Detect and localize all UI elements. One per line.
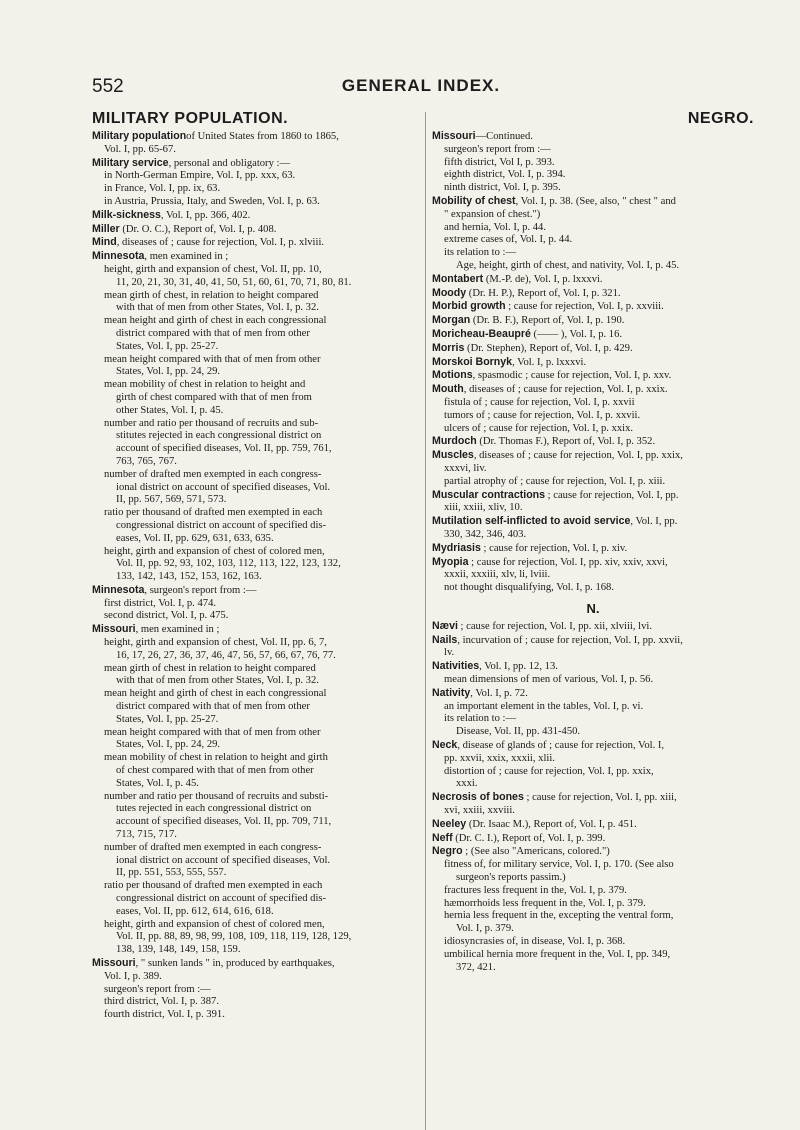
left-column (92, 110, 414, 1022)
entry-text: account of specified diseases, Vol. II, pp. 709, 711, (116, 816, 332, 828)
entry-text: mean dimensions of men of various, Vol. I, p. 56. (444, 674, 654, 686)
index-entry (432, 701, 754, 714)
entry-text: number and ratio per thousand of recruits and substi- (104, 790, 329, 802)
index-entry (432, 356, 754, 370)
index-entry (432, 397, 754, 410)
entry-text: , men examined in ; (135, 624, 220, 636)
entry-text: of United States from 1860 to 1865, (186, 131, 339, 142)
index-entry (92, 727, 414, 753)
index-entry (432, 169, 754, 182)
entry-text: ; cause for rejection, Vol. I, pp. xiii, (523, 792, 677, 804)
index-entry (92, 418, 414, 469)
entry-text: II, pp. 551, 553, 555, 557. (116, 867, 227, 879)
index-entry (432, 910, 754, 936)
index-entry (92, 996, 414, 1009)
entry-text: , surgeon's report from :— (144, 584, 257, 596)
entry-text: hæmorrhoids less frequent in the, Vol. I, p. 379. (444, 897, 646, 909)
page-header (92, 76, 750, 100)
index-entry (432, 620, 754, 634)
index-entry (432, 791, 754, 818)
entry-text: distortion of ; cause for rejection, Vol. I, pp. xxix, (444, 765, 654, 777)
index-term: Missouri (432, 130, 476, 142)
entry-text: number of drafted men exempted in each congress- (104, 468, 322, 480)
index-term: Mouth (432, 383, 464, 396)
entry-text: mean mobility of chest in relation to height and girth (104, 752, 328, 764)
entry-text: " expansion of chest.") (444, 208, 541, 220)
entry-text: , incurvation of ; cause for rejection, Vol. I, pp. xxvii, (457, 634, 683, 646)
entry-text: xxxvi, liv. (444, 462, 487, 474)
index-term: Nativity (432, 686, 471, 699)
entry-text: Vol. I, p. 389. (104, 970, 162, 982)
index-entry (92, 957, 414, 984)
index-entry (432, 273, 754, 287)
index-term: Military service (92, 156, 169, 169)
entry-text: ional district on account of specified diseases, Vol. (116, 481, 331, 493)
index-entry (432, 328, 754, 342)
entry-text: , diseases of ; cause for rejection, Vol. I, pp. xxix, (473, 450, 683, 462)
index-entry (432, 713, 754, 726)
index-term: Morris (432, 341, 465, 354)
index-entry (432, 845, 754, 859)
index-entry (432, 660, 754, 674)
entry-text: height, girth and expansion of chest, Vol. II, pp. 6, 7, (104, 637, 327, 649)
entry-text: number and ratio per thousand of recruits and sub- (104, 417, 319, 429)
index-term: Motions (432, 369, 473, 382)
entry-text: height, girth and expansion of chest of colored men, (104, 545, 325, 557)
entry-text: height, girth and expansion of chest of colored men, (104, 918, 325, 930)
index-entry (92, 610, 414, 623)
index-entry (432, 195, 754, 222)
index-entry (92, 196, 414, 209)
entry-text: eases, Vol. II, pp. 629, 631, 633, 635. (116, 532, 274, 544)
index-entry (92, 584, 414, 598)
index-entry (92, 290, 414, 316)
entry-text: Vol. I, p. 379. (456, 923, 514, 935)
section-letter: N. (586, 600, 600, 616)
index-entry (92, 791, 414, 842)
index-entry (92, 354, 414, 380)
entry-text: height, girth and expansion of chest, Vol. II, pp. 10, (104, 263, 322, 275)
index-entry (432, 818, 754, 832)
entry-text: (Dr. O. C.), Report of, Vol. I, p. 408. (119, 223, 277, 235)
index-term: Muscles (432, 449, 474, 462)
entry-text: mean height compared with that of men from other (104, 726, 321, 738)
index-entry (92, 546, 414, 584)
index-term: Minnesota (92, 583, 145, 596)
entry-text: mean girth of chest in relation to height compared (104, 662, 316, 674)
left-column-label: MILITARY POPULATION. (92, 110, 289, 127)
index-entry (432, 556, 754, 583)
entry-text: district compared with that of men from other (116, 327, 310, 339)
index-entry (432, 287, 754, 301)
index-entry (92, 637, 414, 663)
index-entry (92, 315, 414, 353)
entry-text: Vol. II, pp. 92, 93, 102, 103, 112, 113, 122, 123, 132, (116, 558, 341, 570)
index-entry (92, 469, 414, 507)
entry-text: (—— ), Vol. I, p. 16. (530, 328, 623, 340)
index-entry (432, 314, 754, 328)
entry-text: in France, Vol. I, pp. ix, 63. (104, 183, 221, 195)
entry-text: , " sunken lands " in, produced by earthquakes, (135, 958, 335, 969)
index-entry (92, 250, 414, 264)
entry-text: II, pp. 567, 569, 571, 573. (116, 494, 227, 506)
entry-text: 763, 765, 767. (116, 455, 177, 467)
entry-text: —Continued. (475, 131, 533, 142)
entry-text: congressional district on account of specified dis- (116, 519, 327, 531)
index-entry (432, 130, 754, 144)
right-column (432, 110, 754, 974)
entry-text: , Vol. I, pp. 366, 402. (160, 209, 251, 221)
entry-text: in Austria, Prussia, Italy, and Sweden, Vol. I, p. 63. (104, 195, 320, 207)
index-entry (92, 880, 414, 918)
entry-text: umbilical hernia more frequent in the, Vol. I, pp. 349, (444, 948, 671, 960)
entry-text: of chest compared with that of men from other (116, 765, 314, 777)
index-entry (432, 247, 754, 260)
index-term: Nativities (432, 660, 480, 673)
entry-text: ratio per thousand of drafted men exempted in each (104, 507, 323, 519)
entry-text: its relation to :— (444, 713, 517, 725)
entry-text: (Dr. C. I.), Report of, Vol. I, p. 399. (452, 832, 606, 844)
index-term: Missouri (92, 957, 136, 969)
index-entry (432, 222, 754, 235)
entry-text: fitness of, for military service, Vol. I, p. 170. (See also (444, 859, 674, 871)
entry-text: , disease of glands of ; cause for rejection, Vol. I, (457, 740, 665, 752)
entry-text: States, Vol. I, pp. 24, 29. (116, 366, 221, 378)
index-entry (92, 752, 414, 790)
entry-text: , Vol. I, pp. (630, 516, 678, 528)
entry-text: xxxi. (456, 778, 478, 790)
index-entry (92, 984, 414, 997)
entry-text: first district, Vol. I, p. 474. (104, 597, 217, 609)
entry-text: (Dr. B. F.), Report of, Vol. I, p. 190. (470, 315, 625, 327)
entry-text: partial atrophy of ; cause for rejection, Vol. I, p. xiii. (444, 475, 666, 487)
entry-text: ; cause for rejection, Vol. I, pp. xii, xlviii, lvi. (457, 620, 652, 632)
entry-text: lv. (444, 647, 455, 659)
page-number: 552 (92, 76, 124, 97)
entry-text: 330, 342, 346, 403. (444, 528, 527, 540)
right-column-label: NEGRO. (687, 110, 754, 127)
entry-text: ; cause for rejection, Vol. I, pp. (545, 489, 679, 501)
index-entry (432, 342, 754, 356)
index-entry (432, 449, 754, 476)
index-term: Muscular contractions (432, 488, 546, 501)
entry-text: Disease, Vol. II, pp. 431-450. (456, 726, 581, 738)
running-title: GENERAL INDEX. (341, 76, 501, 95)
index-entry (432, 157, 754, 170)
index-term: Morbid growth (432, 300, 506, 313)
index-term: Miller (92, 222, 120, 235)
entry-text: , diseases of ; cause for rejection, Vol. I, p. xlviii. (116, 237, 325, 249)
index-entry (432, 489, 754, 516)
index-entry (92, 688, 414, 726)
index-term: Moody (432, 286, 467, 299)
entry-text: mean mobility of chest in relation to height and (104, 379, 306, 391)
entry-text: number of drafted men exempted in each congress- (104, 841, 322, 853)
entry-text: , diseases of ; cause for rejection, Vol. I, p. xxix. (463, 384, 668, 396)
entry-text: congressional district on account of specified dis- (116, 893, 327, 905)
entry-text: pp. xxvii, xxix, xxxii, xlii. (444, 752, 555, 764)
entry-text: ninth district, Vol. I, p. 395. (444, 182, 561, 194)
entry-text: States, Vol. I, pp. 25-27. (116, 340, 219, 352)
index-term: Myopia (432, 555, 469, 568)
index-term: Mutilation self-inflicted to avoid service (432, 515, 631, 528)
entry-text: ional district on account of specified diseases, Vol. (116, 854, 331, 866)
entry-text: stitutes rejected in each congressional district on (116, 430, 322, 442)
index-entry (432, 898, 754, 911)
entry-text: eighth district, Vol. I, p. 394. (444, 169, 566, 181)
index-entry (92, 183, 414, 196)
index-term: Mobility of chest (432, 194, 516, 207)
entry-text: mean height compared with that of men from other (104, 353, 321, 365)
index-entry (92, 379, 414, 417)
index-entry (432, 410, 754, 423)
index-term: Milk-sickness (92, 208, 161, 221)
index-entry (432, 423, 754, 436)
entry-text: second district, Vol. I, p. 475. (104, 610, 229, 622)
index-entry (92, 223, 414, 237)
index-entry (432, 435, 754, 449)
index-term: Minnesota (92, 250, 145, 263)
index-entry (92, 919, 414, 957)
entry-text: third district, Vol. I, p. 387. (104, 996, 219, 1008)
index-term: Neeley (432, 817, 467, 830)
entry-text: hernia less frequent in the, excepting the ventral form, (444, 910, 674, 922)
entry-text: tumors of ; cause for rejection, Vol. I, p. xxvii. (444, 409, 641, 421)
index-term: Military population (92, 130, 187, 142)
index-entry (432, 300, 754, 314)
index-entry (432, 234, 754, 247)
index-entry (432, 766, 754, 792)
index-entry (92, 264, 414, 290)
entry-text: extreme cases of, Vol. I, p. 44. (444, 234, 573, 246)
entry-text: , Vol. I, p. lxxxvi. (512, 356, 587, 368)
index-entry (432, 369, 754, 383)
right-entries (432, 130, 754, 974)
index-term: Moricheau-Beaupré (432, 327, 531, 340)
entry-text: surgeon's report from :— (444, 143, 551, 155)
index-entry (432, 726, 754, 739)
entry-text: ulcers of ; cause for rejection, Vol. I, p. xxix. (444, 422, 634, 434)
entry-text: girth of chest compared with that of men from (116, 391, 312, 403)
entry-text: in North-German Empire, Vol. I, pp. xxx, 63. (104, 170, 296, 182)
entry-text: Vol. I, pp. 65-67. (104, 143, 176, 155)
entry-text: an important element in the tables, Vol. I, p. vi. (444, 700, 644, 712)
index-entry (432, 885, 754, 898)
entry-text: (Dr. Thomas F.), Report of, Vol. I, p. 352. (476, 436, 656, 448)
entry-text: idiosyncrasies of, in disease, Vol. I, p. 368. (444, 936, 626, 948)
entry-text: 133, 142, 143, 152, 153, 162, 163. (116, 571, 262, 583)
entry-text: xiii, xxiii, xliv, 10. (444, 502, 523, 514)
entry-text: 11, 20, 21, 30, 31, 40, 41, 50, 51, 60, 61, 70, 71, 80, 81. (116, 276, 352, 288)
entry-text: ; cause for rejection, Vol. I, pp. xiv, xxiv, xxvi, (468, 556, 668, 568)
entry-text: mean height and girth of chest in each congressional (104, 688, 327, 700)
index-entry (432, 260, 754, 273)
entry-text: , Vol. I, pp. 12, 13. (479, 661, 558, 673)
index-term: Morgan (432, 314, 471, 327)
index-entry (432, 582, 754, 595)
entry-text: (Dr. H. P.), Report of, Vol. I, p. 321. (466, 287, 621, 299)
entry-text: xxxii, xxxiii, xlv, li, lviii. (444, 569, 551, 581)
index-term: Morskoi Bornyk (432, 355, 513, 368)
entry-text: ; cause for rejection, Vol. I, p. xxviii. (505, 301, 664, 313)
entry-text: fifth district, Vol I, p. 393. (444, 156, 555, 168)
entry-text: surgeon's report from :— (104, 983, 211, 995)
entry-text: 16, 17, 26, 27, 36, 37, 46, 47, 56, 57, 66, 67, 76, 77. (116, 649, 336, 661)
entry-text: district compared with that of men from other (116, 701, 310, 713)
entry-text: not thought disqualifying, Vol. I, p. 168. (444, 582, 614, 594)
entry-text: , personal and obligatory :— (168, 157, 291, 169)
entry-text: States, Vol. I, p. 45. (116, 777, 199, 789)
column-divider (425, 112, 426, 1130)
left-entries (92, 130, 414, 1022)
index-entry (432, 634, 754, 661)
entry-text: 713, 715, 717. (116, 829, 177, 841)
index-term: Nævi (432, 619, 458, 632)
entry-text: Vol. II, pp. 88, 89, 98, 99, 108, 109, 118, 119, 128, 129, (116, 931, 352, 943)
index-term: Montabert (432, 272, 484, 285)
entry-text: fractures less frequent in the, Vol. I, p. 379. (444, 884, 627, 896)
index-entry (432, 144, 754, 157)
entry-text: with that of men from other States, Vol. I, p. 32. (116, 675, 319, 687)
entry-text: and hernia, Vol. I, p. 44. (444, 221, 547, 233)
entry-text: , spasmodic ; cause for rejection, Vol. I, p. xxv. (472, 370, 672, 382)
entry-text: (Dr. Isaac M.), Report of, Vol. I, p. 451. (466, 818, 637, 830)
entry-text: , Vol. I, p. 38. (See, also, " chest " and (515, 195, 676, 207)
index-entry (432, 687, 754, 701)
entry-text: , men examined in ; (144, 251, 229, 263)
index-entry (92, 842, 414, 880)
entry-text: 372, 421. (456, 961, 496, 973)
entry-text: , Vol. I, p. 72. (470, 687, 528, 699)
index-entry (432, 832, 754, 846)
index-entry (92, 1009, 414, 1022)
entry-text: tutes rejected in each congressional district on (116, 803, 312, 815)
index-term: Mydriasis (432, 541, 481, 554)
index-term: Murdoch (432, 435, 477, 448)
entry-text: surgeon's reports passim.) (456, 872, 566, 884)
entry-text: eases, Vol. II, pp. 612, 614, 616, 618. (116, 905, 274, 917)
entry-text: other States, Vol. I, p. 45. (116, 404, 224, 416)
entry-text: ; cause for rejection, Vol. I, p. xiv. (480, 542, 628, 554)
index-term: Mind (92, 236, 117, 249)
entry-text: account of specified diseases, Vol. II, pp. 759, 761, (116, 443, 332, 455)
index-entry (432, 383, 754, 397)
index-term: Neck (432, 739, 458, 752)
entry-text: (Dr. Stephen), Report of, Vol. I, p. 429. (464, 342, 633, 354)
index-entry (92, 598, 414, 611)
entry-text: (M.-P. de), Vol. I, p. lxxxvi. (483, 273, 603, 285)
entry-text: States, Vol. I, pp. 25-27. (116, 713, 219, 725)
index-entry (92, 623, 414, 637)
index-entry (92, 170, 414, 183)
entry-text: fistula of ; cause for rejection, Vol. I, p. xxvii (444, 396, 635, 408)
entry-text: mean girth of chest, in relation to height compared (104, 289, 319, 301)
index-entry (432, 542, 754, 556)
index-entry (92, 236, 414, 250)
index-entry (432, 949, 754, 975)
entry-text: 138, 139, 148, 149, 158, 159. (116, 944, 241, 956)
index-entry (92, 663, 414, 689)
entry-text: States, Vol. I, pp. 24, 29. (116, 739, 221, 751)
index-entry (432, 739, 754, 766)
index-entry (92, 209, 414, 223)
index-term: Negro (432, 845, 463, 858)
index-entry (432, 936, 754, 949)
index-entry (92, 157, 414, 171)
index-entry (92, 507, 414, 545)
index-entry (432, 674, 754, 687)
entry-text: with that of men from other States, Vol. I, p. 32. (116, 302, 319, 314)
index-entry (432, 476, 754, 489)
entry-text: fourth district, Vol. I, p. 391. (104, 1009, 225, 1021)
entry-text: ; (See also "Americans, colored.") (462, 846, 610, 858)
entry-text: ratio per thousand of drafted men exempted in each (104, 880, 323, 892)
entry-text: mean height and girth of chest in each congressional (104, 315, 327, 327)
index-entry (92, 130, 414, 157)
entry-text: xvi, xxiii, xxviii. (444, 805, 515, 817)
index-entry (432, 515, 754, 542)
index-term: Neff (432, 831, 453, 844)
entry-text: its relation to :— (444, 247, 517, 259)
index-term: Necrosis of bones (432, 791, 524, 804)
index-term: Nails (432, 633, 458, 646)
index-term: Missouri (92, 623, 136, 636)
entry-text: Age, height, girth of chest, and nativity, Vol. I, p. 45. (456, 259, 680, 271)
index-entry (432, 859, 754, 885)
index-entry (432, 182, 754, 195)
